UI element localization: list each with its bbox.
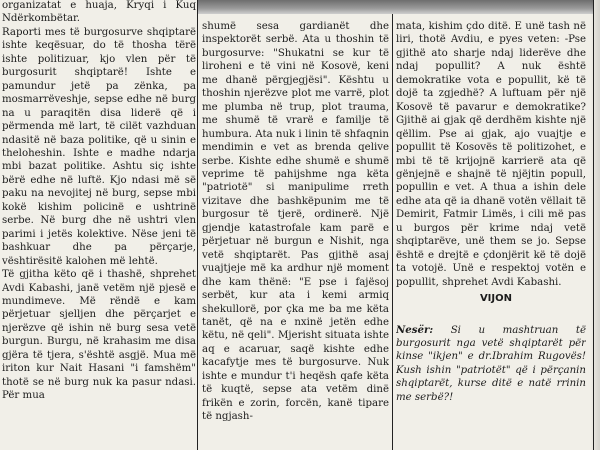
teaser-text: Si u mashtruan të burgosurit nga vetë shqiptarët për kinse "ikjen" e dr.Ibrahim Rugovës! Kush ishin "patriotët" që i përçanin shqiptarët, kurse ditë e natë rrinin me serbë?!	[396, 324, 586, 403]
article-column-3	[396, 20, 586, 450]
teaser-label: Nesër:	[396, 323, 434, 336]
article-photo-strip	[198, 0, 593, 14]
paragraph: Raporti mes të burgosurve shqiptarë ishte keqësuar, do të thosha tërë ishte politizuar, kjo vlen për të burgosurit shqiptarë! Ishte e pamundur jetë pa zënka, pa mosmarrëveshje, sepse edhe në burg na u paraqitën disa liderë që i përmenda më lart, të cilët vazhduan ndasitë në baza politike, që u sinin e theloheshin. Ishte e madhe ndarja mbi bazat politike. Ashtu siç ishte bërë edhe në luftë. Kjo ndasi më së paku na nevojitej në burg, sepse mbi kokë kishim policinë e ushtrinë serbe. Në burg dhe në ushtri vlen parimi i jetës kolektive. Nëse jeni të bashkuar dhe pa përçarje, vështirësitë kalohen më lehtë.	[2, 26, 196, 267]
paragraph: organizatat e huaja, Kryqi i Kuq Ndërkombëtar.	[2, 0, 196, 25]
article-column-1	[2, 0, 196, 439]
page-edge-shadow	[590, 0, 600, 450]
paragraph: mata, kishim çdo ditë. E unë tash në liri, thotë Avdiu, e pyes veten: -Pse gjithë ato sharje ndaj liderëve dhe ndaj popullit? A nuk është demokratike vota e popullit, kë të dojë ta zgjedhë? A luftuam për një Kosovë të pavarur e demokratike? Gjithë ai gjak që derdhëm kishte një qëllim. Pse ai gjak, ajo vuajtje e popullit të Kosovës të politizohet, e mbi të të krijojnë karrierë ata që gënjejnë e shajnë të njëjtin popull, popullin e vet. A thua a ishin dele edhe ata që ia dhanë votën vëllait të Demirit, Fatmir Limës, i cili më pas u burgos për krime ndaj vetë shqiptarëve, unë them se jo. Sepse është e drejtë e çdonjërit kë të dojë ta votojë. Unë e respektoj votën e popullit, shprehet Avdi Kabashi.	[396, 21, 586, 288]
article-column-2	[202, 20, 389, 450]
next-issue-teaser	[396, 324, 586, 404]
paragraph: Të gjitha këto që i thashë, shprehet Avdi Kabashi, janë vetëm një pjesë e mundimeve. Më rëndë e kam përjetuar sjelljen dhe përçarjet e njerëzve që ishin në burg sesa vetë burgun. Burgu, në krahasim me disa gjëra të tjera, s'është asgjë. Mua më iriton kur Nait Hasani "i famshëm" thotë se në burg nuk ka pasur ndasi. Për mua	[2, 269, 196, 402]
paragraph: shumë sesa gardianët dhe inspektorët serbë. Ata u thoshin të burgosurve: "Shukatni se kur të liroheni e të vini në Kosovë, keni me dhanë përgjegjësi". Kështu u thoshin njerëzve plot me varrë, plot me plumba në trup, plot trauma, me shumë të vrarë e familje të humbura. Ata nuk i linin të shfaqnin mendimin e vet as brenda qelive serbe. Kishte edhe shumë e shumë veprime të pahijshme nga këta "patriotë" si manipulime rreth vizitave dhe bashkëpunim me të burgosur të tjerë, ordinerë. Një gjendje katastrofale kam parë e përjetuar në burgun e Nishit, nga vetë shqiptarët. Pas gjithë asaj vuajtjeje më ka ardhur një moment dhe kam thënë: "E pse i fajësoj serbët, kur ata i kemi armiq shekullorë, por çka me ba me këta tanët, që na e nxinë jetën edhe këtu, në qeli". Mjerisht situata ishte aq e acaruar, saqë kishte edhe kacafytje mes të burgosurve. Nuk ishte e mundur t'i heqësh qafe këta të kuqtë, sepse ata vetëm dinë frikën e zorin, forcën, kanë tipare të ngjash-	[202, 21, 389, 423]
column-divider	[392, 14, 393, 450]
continued-signoff: VIJON	[479, 293, 512, 305]
column-divider	[197, 0, 198, 450]
